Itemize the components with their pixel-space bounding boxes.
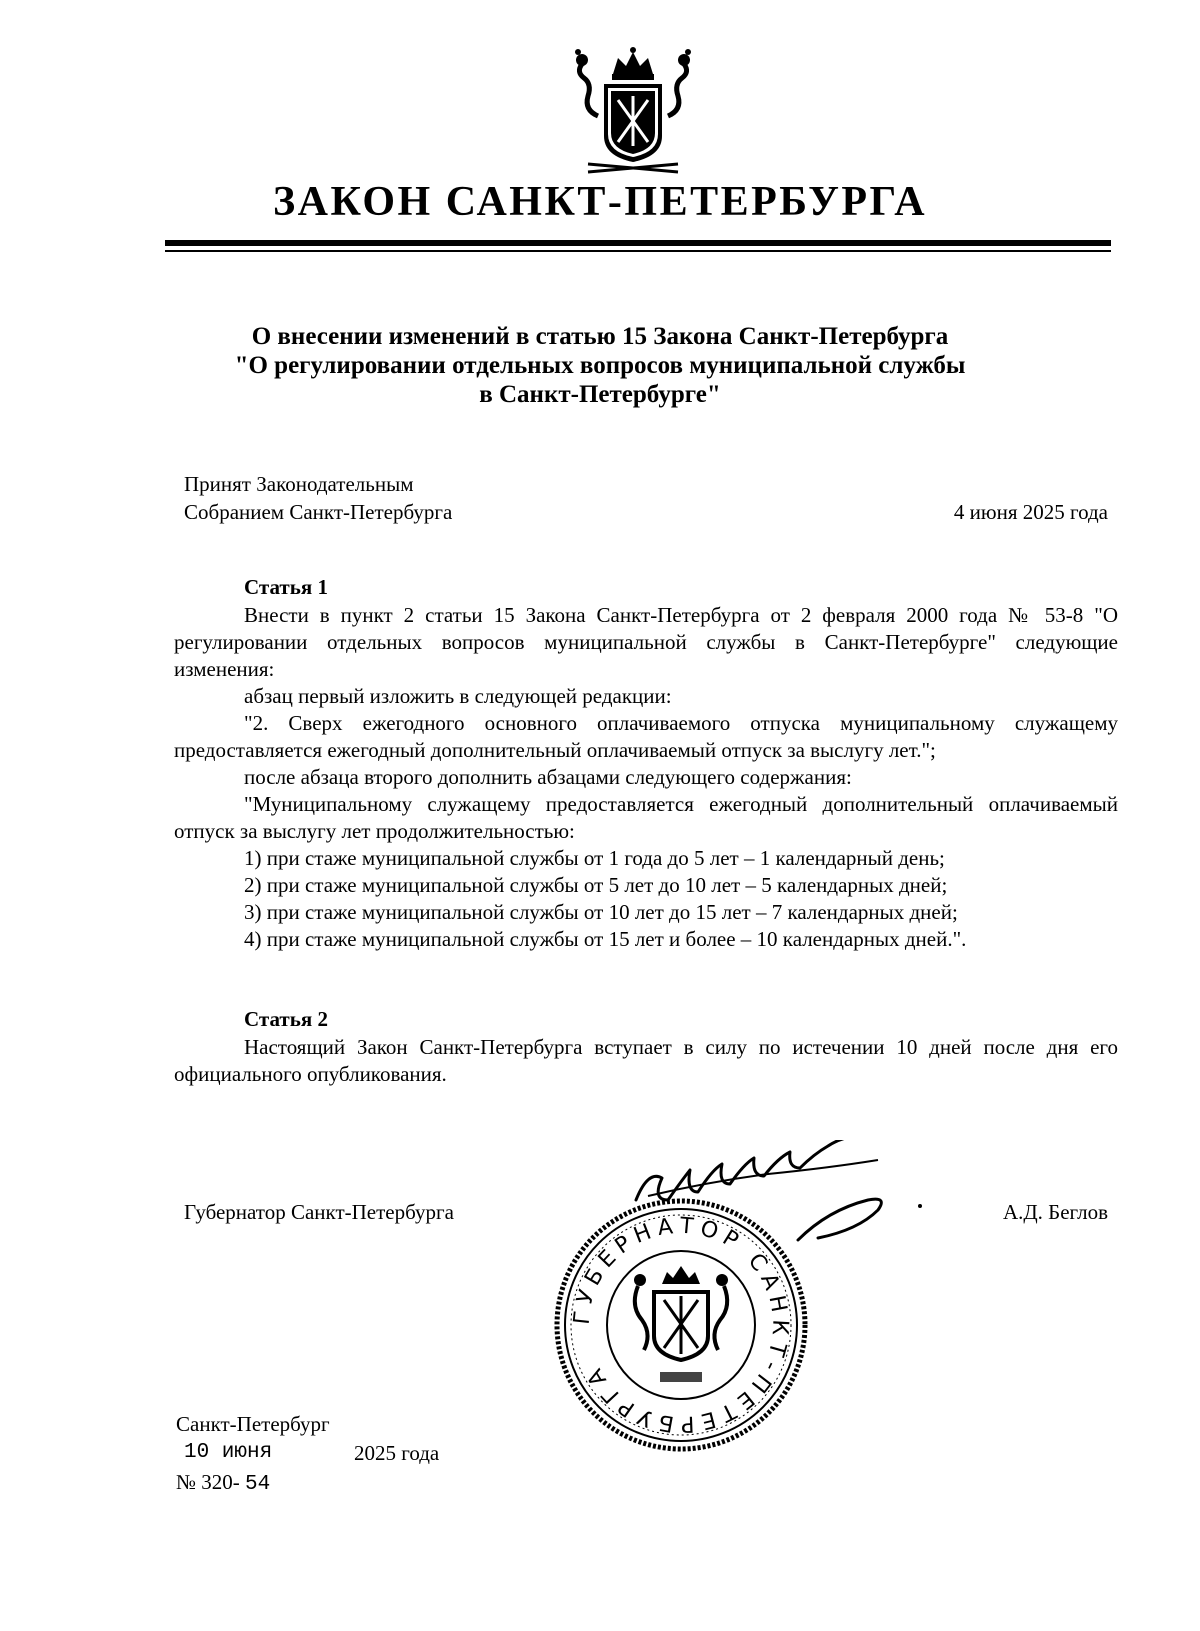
article-1-paragraph: абзац первый изложить в следующей редакции:	[244, 684, 672, 708]
list-item: 3) при стаже муниципальной службы от 10 лет до 15 лет – 7 календарных дней;	[244, 900, 958, 924]
governor-seal-icon	[552, 1196, 810, 1454]
subject-line: в Санкт-Петербурге"	[479, 381, 721, 408]
article-1-paragraph: "2. Сверх ежегодного основного оплачиваемого отпуска муниципальному служащему предоставляется ежегодный дополнительный оплачиваемый отпуск за выслугу лет.";	[174, 711, 1118, 762]
adoption-line-2: Собранием Санкт-Петербурга	[184, 500, 453, 524]
subject-line: "О регулировании отдельных вопросов муниципальной службы	[234, 352, 966, 379]
title-rule-thin	[165, 250, 1111, 252]
article-1-heading: Статья 1	[244, 575, 328, 599]
article-1	[174, 574, 1118, 953]
article-2-heading: Статья 2	[244, 1007, 328, 1031]
law-number	[176, 1468, 270, 1499]
adoption-body	[184, 470, 452, 526]
law-number-value: 54	[245, 1473, 271, 1496]
law-subject	[180, 322, 1020, 409]
law-title: ЗАКОН САНКТ-ПЕТЕРБУРГА	[272, 179, 928, 225]
law-number-prefix: № 320-	[176, 1470, 240, 1494]
subject-line: О внесении изменений в статью 15 Закона Санкт-Петербурга	[251, 323, 949, 350]
title-rule-thick	[165, 240, 1111, 246]
list-item: 2) при стаже муниципальной службы от 5 лет до 10 лет – 5 календарных дней;	[244, 873, 948, 897]
governor-name: А.Д. Беглов	[1002, 1200, 1108, 1224]
article-1-paragraph: после абзаца второго дополнить абзацами следующего содержания:	[244, 765, 852, 789]
issue-city: Санкт-Петербург	[176, 1412, 330, 1436]
list-item: 4) при стаже муниципальной службы от 15 лет и более – 10 календарных дней.".	[244, 927, 967, 951]
adoption-date: 4 июня 2025 года	[953, 500, 1108, 524]
article-2-text: Настоящий Закон Санкт-Петербурга вступает в силу по истечении 10 дней после дня его официального опубликования.	[174, 1035, 1118, 1086]
list-item: 1) при стаже муниципальной службы от 1 года до 5 лет – 1 календарный день;	[244, 846, 945, 870]
article-2	[174, 1006, 1118, 1088]
coat-of-arms-icon	[568, 44, 698, 184]
adoption-line-1: Принят Законодательным	[184, 472, 414, 496]
seal-text: ГУБЕРНАТОР САНКТ-ПЕТЕРБУРГА	[569, 1213, 793, 1437]
article-1-intro: Внести в пункт 2 статьи 15 Закона Санкт-Петербурга от 2 февраля 2000 года № 53-8 "О регулировании отдельных вопросов муниципальной службы в Санкт-Петербурге" следующие изменения:	[174, 603, 1118, 681]
article-1-paragraph: "Муниципальному служащему предоставляется ежегодный дополнительный оплачиваемый отпуск за выслугу лет продолжительностью:	[174, 792, 1118, 843]
issue-year: 2025 года	[354, 1441, 440, 1465]
governor-title: Губернатор Санкт-Петербурга	[184, 1200, 454, 1224]
issue-day-month: 10 июня	[184, 1441, 273, 1464]
